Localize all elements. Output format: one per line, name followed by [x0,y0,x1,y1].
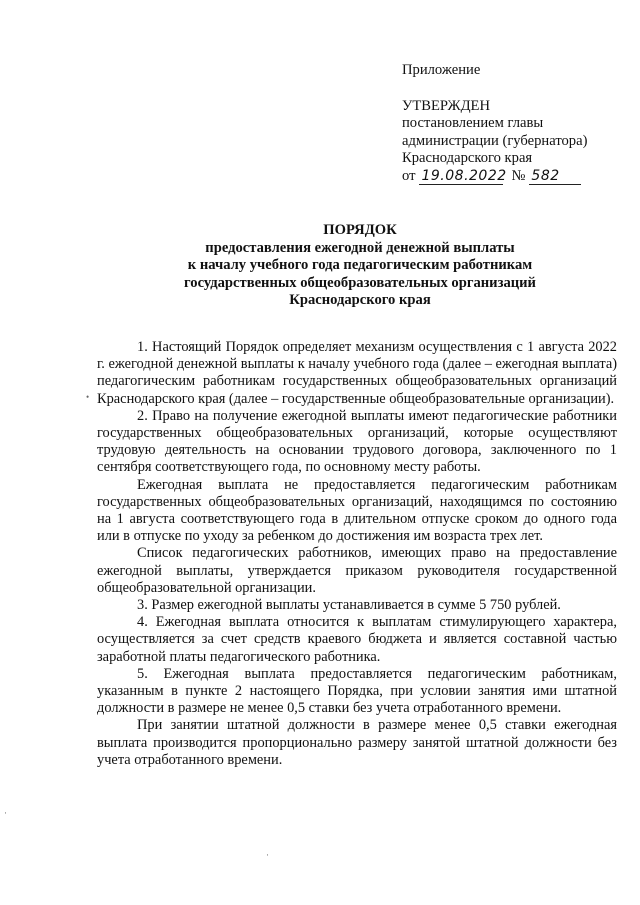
document-title [100,222,620,310]
scan-speck: • [86,392,90,402]
approval-line: Краснодарского края [402,150,533,166]
approval-block [402,62,634,185]
date-prefix: от [402,167,416,184]
paragraph: 3. Размер ежегодной выплаты устанавливается в сумме 5 750 рублей. [137,597,561,614]
appendix-label: Приложение [402,62,481,78]
paragraph: 2. Право на получение ежегодной выплаты имеют педагогические работники государственных общеобразовательных организаций, которые осуществляют трудовую деятельность на основании трудового договора, заключенного по 1 сентября соответствующего года, по основному месту работы. [97,407,617,476]
paragraph: При занятии штатной должности в размере менее 0,5 ставки ежегодная выплата производится пропорционально размеру занятой штатной должности без учета отработанного времени. [97,717,617,768]
document-body [97,339,617,769]
number-prefix: № [511,167,526,184]
date-number-line [402,168,634,186]
title-subline: к началу учебного года педагогическим работникам [187,257,533,273]
title-subline: Краснодарского края [289,292,431,308]
scan-speck: · [266,850,269,860]
title-subline: государственных общеобразовательных организаций [184,274,536,291]
title-subline: предоставления ежегодной денежной выплаты [205,239,515,256]
title-main: ПОРЯДОК [323,222,397,238]
approval-line: постановлением главы [402,115,544,131]
approved-label: УТВЕРЖДЕН [402,97,490,114]
paragraph: Ежегодная выплата не предоставляется педагогическим работникам государственных общеобразовательных организаций, находящимся по состоянию на 1 августа соответствующего года в длительном отпуске сроком до одного года или в отпуске по уходу за ребенком до достижения им возраста трех лет. [97,476,617,545]
paragraph: Список педагогических работников, имеющих право на предоставление ежегодной выплаты, утверждается приказом руководителя государственной общеобразовательной организации. [97,545,617,596]
paragraph: 5. Ежегодная выплата предоставляется педагогическим работникам, указанным в пункте 2 настоящего Порядка, при условии занятия ими штатной должности в размере не менее 0,5 ставки без учета отработанного времени. [97,665,617,717]
paragraph: 1. Настоящий Порядок определяет механизм осуществления с 1 августа 2022 г. ежегодной денежной выплаты к началу учебного года (далее – ежегодная выплата) педагогическим работникам государственных общеобразовательных организаций Краснодарского края (далее – государственные общеобразовательные организации). [97,339,617,407]
handwritten-date: 19.08.2022 [421,167,507,184]
approval-line: администрации (губернатора) [402,132,588,149]
handwritten-number: 582 [529,169,581,185]
scan-speck: · [4,808,7,818]
paragraph: 4. Ежегодная выплата относится к выплатам стимулирующего характера, осуществляется за счет средств краевого бюджета и является составной частью заработной платы педагогического работника. [97,614,617,665]
